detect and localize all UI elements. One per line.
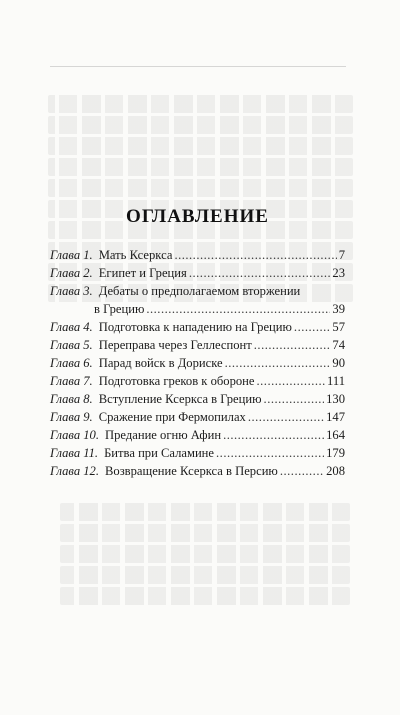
toc-entry[interactable]: [50, 372, 345, 390]
page-number: 74: [332, 338, 345, 352]
dot-leader: [189, 264, 331, 282]
chapter-label: Глава 5.: [50, 338, 93, 352]
chapter-label: Глава 6.: [50, 356, 93, 370]
chapter-title-continuation: в Грецию: [94, 302, 145, 316]
chapter-title: Мать Ксеркса: [98, 248, 173, 262]
toc-entry[interactable]: [50, 354, 345, 372]
chapter-label: Глава 9.: [50, 410, 93, 424]
page-number: 164: [326, 428, 345, 442]
chapter-title: Дебаты о предполагаемом вторжении: [98, 284, 301, 298]
chapter-title: Египет и Греция: [98, 266, 187, 280]
chapter-label: Глава 4.: [50, 320, 93, 334]
dot-leader: [216, 444, 324, 462]
bleed-lines-bottom: [60, 500, 350, 605]
page-number: 130: [326, 392, 345, 406]
dot-leader: [264, 390, 325, 408]
chapter-label: Глава 1.: [50, 248, 93, 262]
page-number: 57: [332, 320, 345, 334]
toc-entry[interactable]: [50, 426, 345, 444]
chapter-title: Вступление Ксеркса в Грецию: [98, 392, 262, 406]
dot-leader: [294, 318, 330, 336]
chapter-label: Глава 3.: [50, 284, 93, 298]
page-number: 111: [327, 374, 345, 388]
dot-leader: [257, 372, 326, 390]
dot-leader: [248, 408, 324, 426]
toc-entry[interactable]: [50, 336, 345, 354]
dot-leader: [254, 336, 331, 354]
dot-leader: [174, 246, 336, 264]
chapter-title: Возвращение Ксеркса в Персию: [105, 464, 278, 478]
toc-entry[interactable]: [50, 462, 345, 480]
toc-entry[interactable]: [50, 390, 345, 408]
dot-leader: [280, 462, 324, 480]
chapter-title: Подготовка греков к обороне: [98, 374, 255, 388]
chapter-label: Глава 10.: [50, 428, 100, 442]
page-number: 179: [326, 446, 345, 460]
chapter-label: Глава 8.: [50, 392, 93, 406]
page-number: 23: [332, 266, 345, 280]
toc-title: ОГЛАВЛЕНИЕ: [126, 206, 269, 227]
chapter-label: Глава 11.: [50, 446, 99, 460]
toc-entry[interactable]: [50, 246, 345, 264]
chapter-title: Переправа через Геллеспонт: [98, 338, 252, 352]
chapter-title: Сражение при Фермопилах: [98, 410, 246, 424]
toc-entry[interactable]: [50, 264, 345, 282]
dot-leader: [223, 426, 324, 444]
chapter-title: Парад войск в Дориске: [98, 356, 223, 370]
toc-entry[interactable]: [50, 318, 345, 336]
chapter-title: Предание огню Афин: [105, 428, 222, 442]
page-number: 147: [326, 410, 345, 424]
toc-entry[interactable]: [50, 282, 345, 318]
toc-entry[interactable]: [50, 444, 345, 462]
dot-leader: [225, 354, 331, 372]
bleed-header: [0, 36, 400, 56]
toc-entry[interactable]: [50, 408, 345, 426]
chapter-label: Глава 12.: [50, 464, 100, 478]
page-number: 90: [332, 356, 345, 370]
chapter-title: Битва при Саламине: [104, 446, 215, 460]
dot-leader: [146, 300, 330, 318]
chapter-label: Глава 2.: [50, 266, 93, 280]
page-number: 39: [332, 302, 345, 316]
page-number: 7: [338, 248, 345, 262]
table-of-contents: [50, 206, 345, 480]
chapter-title: Подготовка к нападению на Грецию: [98, 320, 292, 334]
bleed-rule: [50, 66, 346, 67]
chapter-label: Глава 7.: [50, 374, 93, 388]
page-number: 208: [326, 464, 345, 478]
